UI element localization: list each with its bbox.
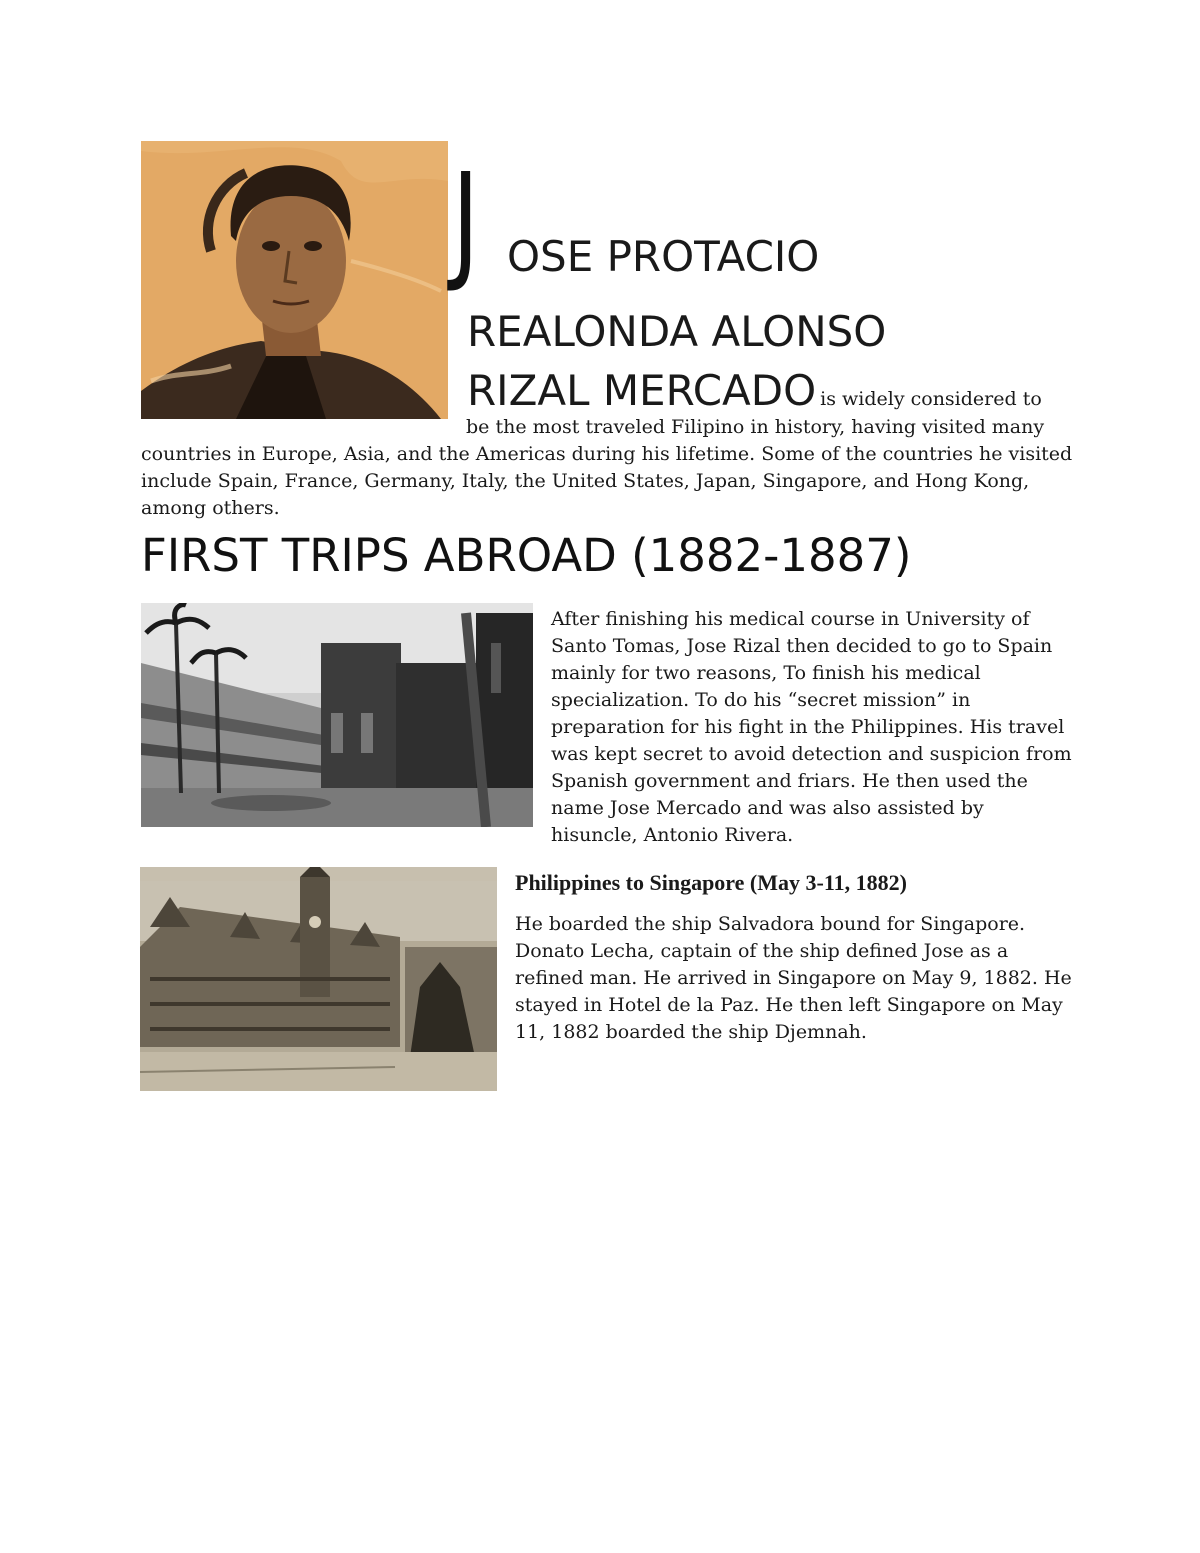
paragraph-line: stayed in Hotel de la Paz. He then left Singapore on May [515, 994, 1063, 1016]
paragraph-line: was kept secret to avoid detection and suspicion from [551, 743, 1072, 765]
subsection-heading: Philippines to Singapore (May 3-11, 1882) [515, 870, 907, 895]
paragraph-line: Donato Lecha, captain of the ship defined Jose as a [515, 940, 1009, 962]
university-courtyard-photo [141, 603, 533, 827]
paragraph-line: 11, 1882 boarded the ship Djemnah. [515, 1021, 867, 1043]
title-line-3 [467, 366, 1042, 415]
title-line-1: OSE PROTACIO [507, 232, 820, 281]
paragraph-line: mainly for two reasons, To finish his medical [551, 662, 981, 684]
intro-line: include Spain, France, Germany, Italy, the United States, Japan, Singapore, and Hong Kong, [141, 470, 1030, 492]
paragraph-line: After finishing his medical course in University of [551, 608, 1030, 630]
singapore-paragraph [515, 911, 1075, 1046]
first-trips-paragraph [551, 606, 1071, 849]
paragraph-line: He boarded the ship Salvadora bound for Singapore. [515, 913, 1026, 935]
title-dropcap: J [452, 147, 480, 296]
section-heading: FIRST TRIPS ABROAD (1882-1887) [141, 529, 912, 582]
paragraph-line: Spanish government and friars. He then used the [551, 770, 1028, 792]
paragraph-line: refined man. He arrived in Singapore on May 9, 1882. He [515, 967, 1072, 989]
intro-line: countries in Europe, Asia, and the Americas during his lifetime. Some of the countries he visited [141, 443, 1073, 465]
old-town-hall-postcard [140, 867, 497, 1091]
paragraph-line: name Jose Mercado and was also assisted by [551, 797, 984, 819]
title-line-2: REALONDA ALONSO [467, 307, 887, 356]
title-line-3-text: RIZAL MERCADO [467, 366, 817, 415]
intro-lead-text: is widely considered to [820, 388, 1042, 410]
paragraph-line: specialization. To do his “secret mission” in [551, 689, 971, 711]
portrait-image [141, 141, 448, 419]
intro-paragraph [141, 414, 1073, 522]
paragraph-line: preparation for his fight in the Philippines. His travel [551, 716, 1065, 738]
intro-line: among others. [141, 497, 280, 519]
paragraph-line: hisuncle, Antonio Rivera. [551, 824, 794, 846]
intro-line: be the most traveled Filipino in history, having visited many [466, 416, 1045, 438]
paragraph-line: Santo Tomas, Jose Rizal then decided to go to Spain [551, 635, 1053, 657]
